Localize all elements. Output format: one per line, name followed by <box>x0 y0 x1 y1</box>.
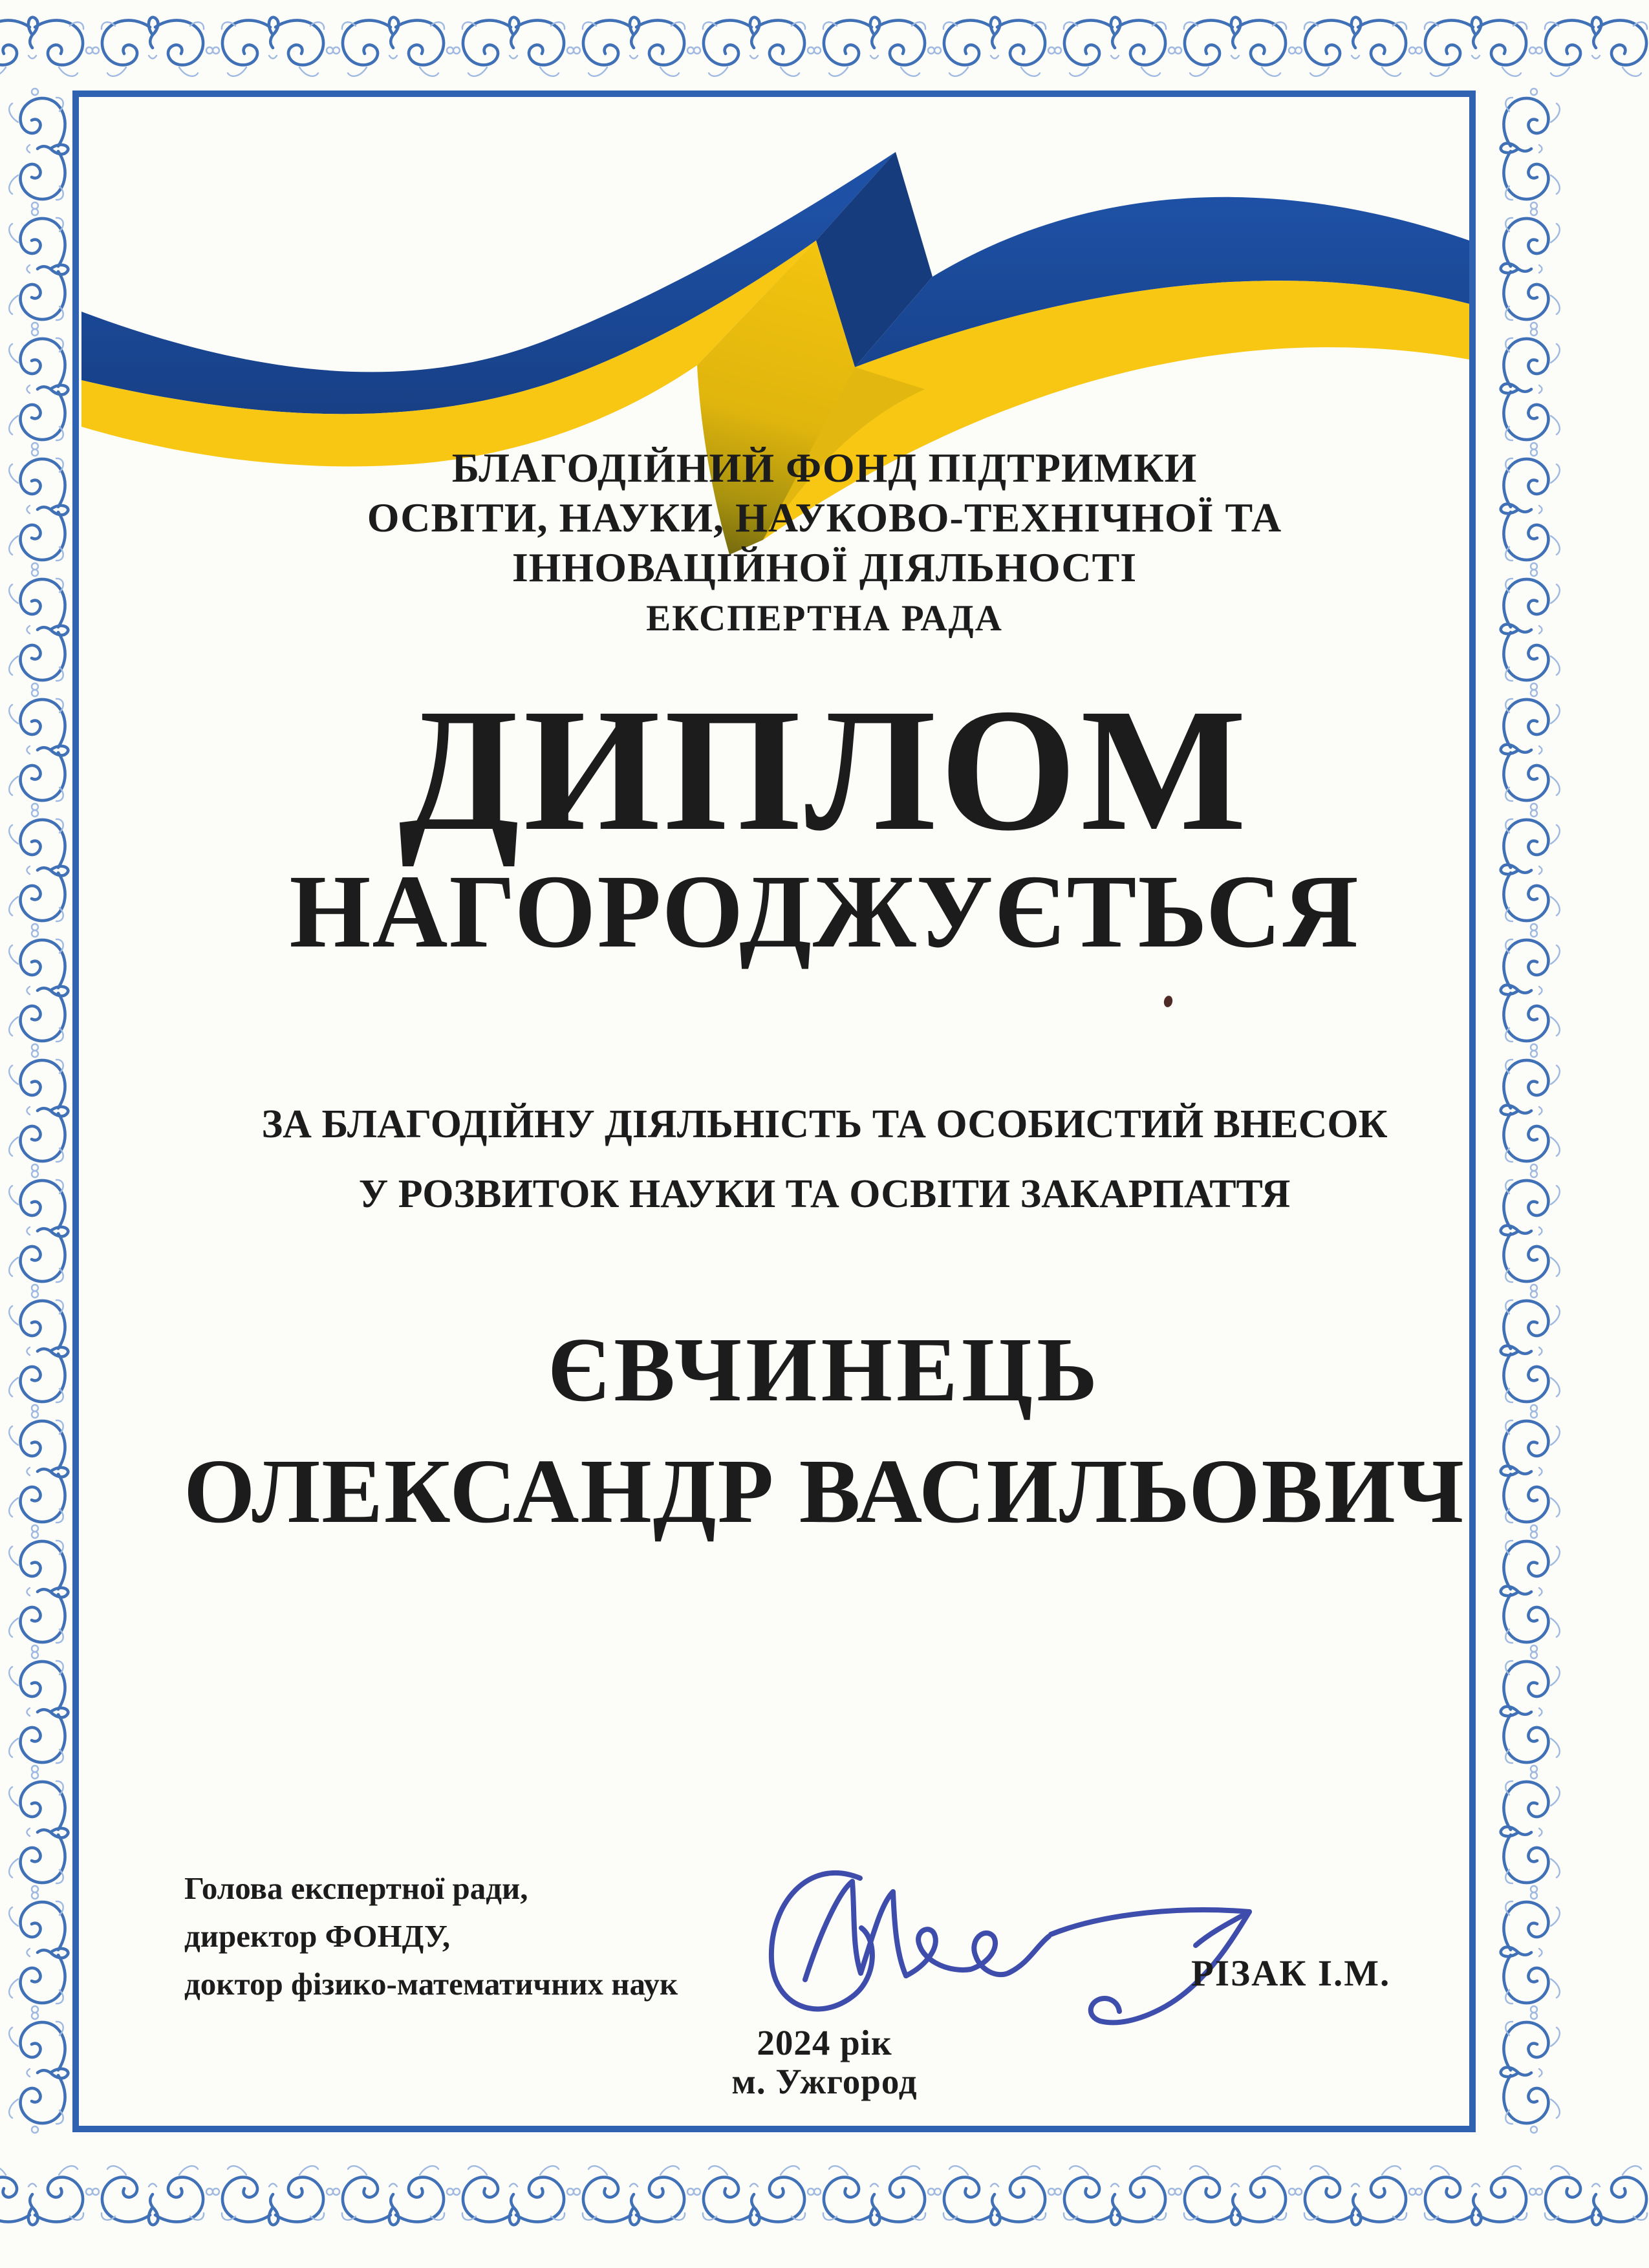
award-reason-line-1: ЗА БЛАГОДІЙНУ ДІЯЛЬНІСТЬ ТА ОСОБИСТИЙ ВНЕСОК <box>261 1102 1388 1146</box>
signatory-position-line-1: Голова експертної ради, <box>184 1870 528 1906</box>
recipient-name: ОЛЕКСАНДР ВАСИЛЬОВИЧ <box>184 1440 1465 1542</box>
signatory-name: РІЗАК І.М. <box>1191 1953 1391 1994</box>
council-label: ЕКСПЕРТНА РАДА <box>646 598 1003 639</box>
org-name-line-3: ІННОВАЦІЙНОЇ ДІЯЛЬНОСТІ <box>512 544 1137 590</box>
diploma-title: ДИПЛОМ <box>398 672 1251 867</box>
signatory-position-line-3: доктор фізико-математичних наук <box>184 1966 678 2002</box>
award-reason-line-2: У РОЗВИТОК НАУКИ ТА ОСВІТИ ЗАКАРПАТТЯ <box>358 1172 1291 1216</box>
org-name-line-2: ОСВІТИ, НАУКИ, НАУКОВО-ТЕХНІЧНОЇ ТА <box>367 495 1282 540</box>
recipient-surname: ЄВЧИНЕЦЬ <box>547 1318 1102 1420</box>
org-name-line-1: БЛАГОДІЙНИЙ ФОНД ПІДТРИМКИ <box>451 445 1198 491</box>
awarded-label: НАГОРОДЖУЄТЬСЯ <box>289 854 1360 970</box>
year-label: 2024 рік <box>757 2023 892 2062</box>
signatory-position-line-2: директор ФОНДУ, <box>184 1918 451 1954</box>
city-label: м. Ужгород <box>731 2062 918 2101</box>
